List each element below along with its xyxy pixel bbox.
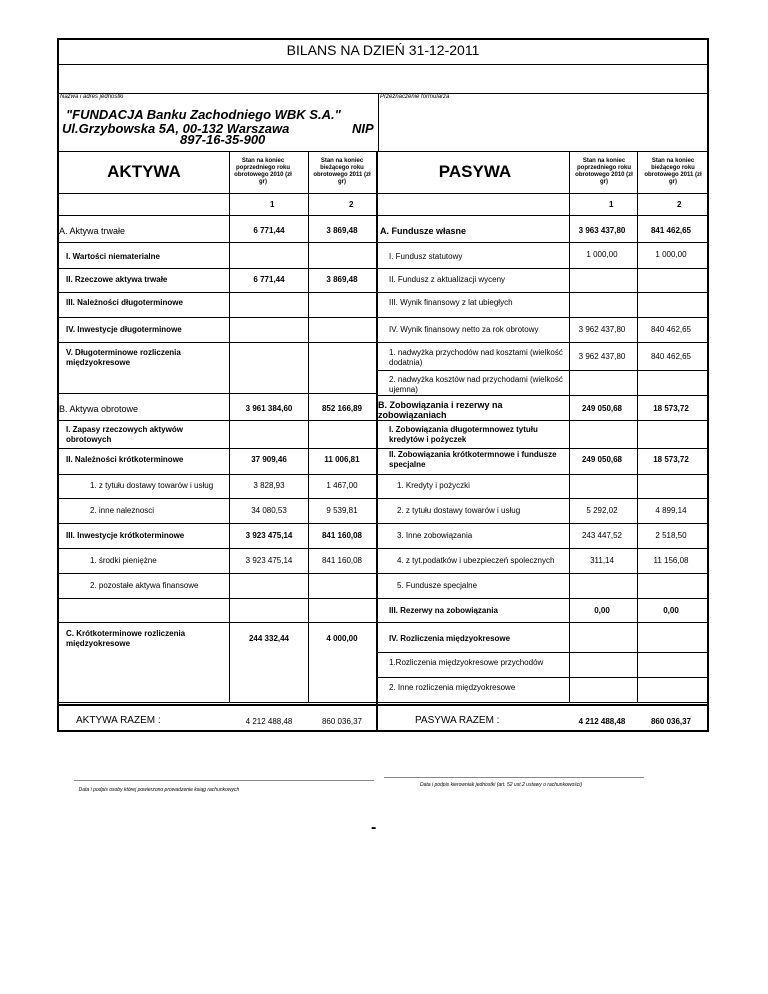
- divider: [59, 622, 377, 623]
- entity-nip: 897-16-35-900: [180, 132, 266, 147]
- aktywa-value-2011: 3 869,48: [326, 275, 358, 284]
- divider: [377, 677, 707, 678]
- divider: [377, 622, 707, 623]
- pasywa-label: III. Rezerwy na zobowiązania: [389, 606, 498, 615]
- pasywa-value-2010: 1 000,00: [586, 250, 618, 259]
- divider: [377, 342, 707, 343]
- divider: [377, 448, 707, 449]
- signature-line-left: [74, 780, 374, 781]
- pasywa-value-2010: 3 963 437,80: [578, 226, 626, 235]
- aktywa-total-label: AKTYWA RAZEM :: [76, 715, 161, 726]
- divider: [59, 702, 377, 703]
- pasywa-label: IV. Wynik finansowy netto za rok obrotowy: [389, 325, 539, 334]
- aktywa-label: C. Krótkoterminowe rozliczenia międzyokresowe: [66, 629, 186, 648]
- divider: [59, 151, 707, 152]
- totals-divider: [59, 704, 707, 706]
- divider: [377, 652, 707, 653]
- aktywa-label: V. Długoterminowe rozliczenia międzyokresowe: [66, 348, 181, 367]
- aktywa-label: IV. Inwestycje długoterminowe: [66, 325, 182, 334]
- entity-address: Ul.Grzybowska 5A, 00-132 Warszawa: [62, 121, 290, 136]
- pasywa-label: 1. Kredyty i pożyczki: [397, 481, 470, 490]
- divider: [59, 268, 377, 269]
- aktywa-col2-header: Stan na koniec bieżącego roku obrotowego 2011 (zł gr): [313, 158, 371, 185]
- divider: [377, 292, 707, 293]
- divider: [377, 242, 707, 243]
- aktywa-total-2010: 4 212 488,48: [245, 717, 293, 726]
- pasywa-label: B. Zobowiązania i rezerwy na zobowiązaniach: [378, 400, 503, 420]
- aktywa-total-2011: 860 036,37: [321, 717, 363, 726]
- aktywa-value-2010: 6 771,44: [253, 226, 285, 235]
- pasywa-value-2011: 18 573,72: [653, 455, 689, 464]
- divider: [59, 215, 707, 216]
- aktywa-col1-no: 1: [270, 200, 275, 209]
- divider: [59, 598, 377, 599]
- aktywa-label: 1. środki pieniężne: [90, 556, 157, 565]
- aktywa-value-2010: 34 080,53: [251, 506, 287, 515]
- signature-caption-left: Data i podpis osoby której powierzono prowadzenie ksiąg rachunkowych: [78, 787, 240, 793]
- pasywa-value-2011: 840 462,65: [650, 352, 692, 361]
- pasywa-value-2010: 0,00: [594, 606, 610, 615]
- aktywa-label: I. Wartości niematerialne: [66, 252, 160, 261]
- aktywa-label: B. Aktywa obrotowe: [59, 404, 139, 414]
- divider: [378, 93, 379, 151]
- aktywa-value-2011: 1 467,00: [326, 481, 358, 490]
- entity-name: "FUNDACJA Banku Zachodniego WBK S.A.": [66, 107, 341, 122]
- divider: [59, 498, 377, 499]
- divider: [377, 523, 707, 524]
- signature-caption-right: Data i podpis kierowniak jednostki (art. 52 ust.2 ustawy o rachunkowości): [420, 782, 583, 788]
- pasywa-value-2011: 0,00: [663, 606, 679, 615]
- pasywa-value-2010: 249 050,68: [581, 404, 623, 413]
- pasywa-col2-header: Stan na koniec bieżącego roku obrotowego 2011 (zł gr): [644, 158, 702, 185]
- pasywa-value-2011: 840 462,65: [650, 325, 692, 334]
- center-divider: [376, 151, 378, 730]
- pasywa-value-2010: 311,14: [590, 556, 614, 565]
- aktywa-value-2011: 4 000,00: [326, 634, 358, 643]
- pasywa-label: 3. Inne zobowiązania: [397, 531, 473, 540]
- pasywa-label: 2. z tytułu dostawy towarów i usług: [397, 506, 521, 515]
- divider: [59, 393, 377, 394]
- aktywa-label: 2. inne naleznosci: [90, 506, 155, 515]
- aktywa-value-2011: 3 869,48: [326, 226, 358, 235]
- divider: [377, 702, 707, 703]
- pasywa-header: PASYWA: [438, 162, 512, 181]
- aktywa-value-2011: 9 539,81: [326, 506, 358, 515]
- divider: [377, 420, 707, 421]
- divider: [637, 151, 638, 702]
- pasywa-value-2011: 1 000,00: [655, 250, 687, 259]
- pasywa-value-2011: 4 899,14: [655, 506, 687, 515]
- pasywa-value-2010: 243 447,52: [581, 531, 623, 540]
- pasywa-label: A. Fundusze własne: [380, 226, 467, 236]
- aktywa-label: 2. pozostałe aktywa finansowe: [90, 581, 199, 590]
- pasywa-total-2011: 860 036,37: [650, 717, 692, 726]
- signature-line-right: [384, 777, 644, 778]
- divider: [59, 573, 377, 574]
- divider: [59, 64, 707, 65]
- divider: [229, 151, 230, 702]
- aktywa-col2-no: 2: [349, 200, 354, 209]
- divider: [59, 193, 707, 194]
- pasywa-value-2011: 18 573,72: [653, 404, 689, 413]
- divider: [377, 370, 707, 371]
- divider: [569, 151, 570, 702]
- pasywa-value-2010: 5 292,02: [586, 506, 618, 515]
- pasywa-label: IV. Rozliczenia międzyokresowe: [389, 634, 511, 643]
- form-caption: Przeznaczenie formularza: [380, 94, 450, 100]
- aktywa-value-2010: 244 332,44: [248, 634, 290, 643]
- aktywa-value-2010: 3 828,93: [253, 481, 285, 490]
- divider: [59, 292, 377, 293]
- divider: [377, 268, 707, 269]
- aktywa-label: I. Zapasy rzeczowych aktywów obrotowych: [66, 425, 183, 444]
- aktywa-label: A. Aktywa trwałe: [59, 226, 126, 236]
- aktywa-header: AKTYWA: [107, 162, 181, 181]
- aktywa-label: II. Rzeczowe aktywa trwałe: [66, 275, 168, 284]
- aktywa-label: 1. z tytułu dostawy towarów i usług: [90, 481, 214, 490]
- pasywa-value-2010: 3 962 437,80: [578, 325, 626, 334]
- pasywa-col2-no: 2: [677, 200, 682, 209]
- pasywa-col1-header: Stan na koniec poprzedniego roku obrotowego 2010 (zł gr): [575, 158, 633, 185]
- balance-sheet-frame: [57, 38, 709, 732]
- aktywa-label: III. Inwestycje krótkoterminowe: [66, 531, 185, 540]
- divider: [308, 151, 309, 702]
- aktywa-label: III. Należności długoterminowe: [66, 298, 183, 307]
- aktywa-label: II. Należności krótkoterminowe: [66, 455, 184, 464]
- pasywa-total-2010: 4 212 488,48: [578, 717, 626, 726]
- divider: [59, 420, 377, 421]
- pasywa-label: 4. z tyt.podatków i ubezpieczeń spolecznych: [397, 556, 555, 565]
- pasywa-value-2011: 11 156,08: [653, 556, 689, 565]
- aktywa-value-2011: 841 160,08: [321, 531, 363, 540]
- pasywa-label: II. Zobowiązania krótkotermnowe i fundusze specjalne: [389, 450, 557, 469]
- aktywa-col1-header: Stan na koniec poprzedniego roku obrotowego 2010 (zł gr): [234, 158, 292, 185]
- aktywa-value-2010: 3 961 384,60: [245, 404, 293, 413]
- divider: [377, 474, 707, 475]
- nip-label: NIP: [352, 121, 374, 136]
- aktywa-value-2010: 37 909,46: [251, 455, 287, 464]
- pasywa-label: 2. Inne rozliczenia międzyokresowe: [389, 683, 516, 692]
- pasywa-label: 5. Fundusze specjalne: [397, 581, 478, 590]
- divider: [59, 317, 377, 318]
- divider: [377, 395, 707, 396]
- aktywa-value-2010: 6 771,44: [253, 275, 285, 284]
- pasywa-label: 1. nadwyżka przychodów nad kosztami (wielkość dodatnia): [389, 348, 563, 367]
- pasywa-col1-no: 1: [609, 200, 614, 209]
- pasywa-label: III. Wynik finansowy z lat ubiegłych: [389, 298, 513, 307]
- pasywa-value-2011: 841 462,65: [650, 226, 692, 235]
- divider: [377, 598, 707, 599]
- pasywa-total-label: PASYWA RAZEM :: [415, 715, 500, 726]
- divider: [59, 342, 377, 343]
- pasywa-label: I. Fundusz statutowy: [389, 252, 463, 261]
- aktywa-value-2010: 3 923 475,14: [245, 556, 293, 565]
- divider: [59, 523, 377, 524]
- divider: [377, 573, 707, 574]
- pasywa-label: II. Fundusz z aktualizacji wyceny: [389, 275, 506, 284]
- footer-mark: -: [371, 819, 377, 836]
- aktywa-value-2011: 852 166,89: [321, 404, 363, 413]
- pasywa-label: I. Zobowiązania długotermnowez tytułu kredytów i pożyczek: [389, 425, 538, 444]
- aktywa-value-2011: 11 006,81: [324, 455, 360, 464]
- entity-caption: Nazwa i adres jednostki: [60, 94, 124, 100]
- divider: [59, 548, 377, 549]
- aktywa-value-2010: 3 923 475,14: [245, 531, 293, 540]
- divider: [377, 548, 707, 549]
- divider: [59, 242, 377, 243]
- pasywa-label: 1.Rozliczenia międzyokresowe przychodów: [389, 658, 544, 667]
- pasywa-label: 2. nadwyżka kosztów nad przychodami (wielkość ujemna): [389, 375, 563, 394]
- aktywa-value-2011: 841 160,08: [321, 556, 363, 565]
- divider: [59, 474, 377, 475]
- pasywa-value-2011: 2 518,50: [655, 531, 687, 540]
- divider: [377, 498, 707, 499]
- pasywa-value-2010: 3 962 437,80: [578, 352, 626, 361]
- divider: [377, 317, 707, 318]
- divider: [59, 448, 377, 449]
- pasywa-value-2010: 249 050,68: [581, 455, 623, 464]
- page-title: BILANS NA DZIEŃ 31-12-2011: [286, 42, 480, 58]
